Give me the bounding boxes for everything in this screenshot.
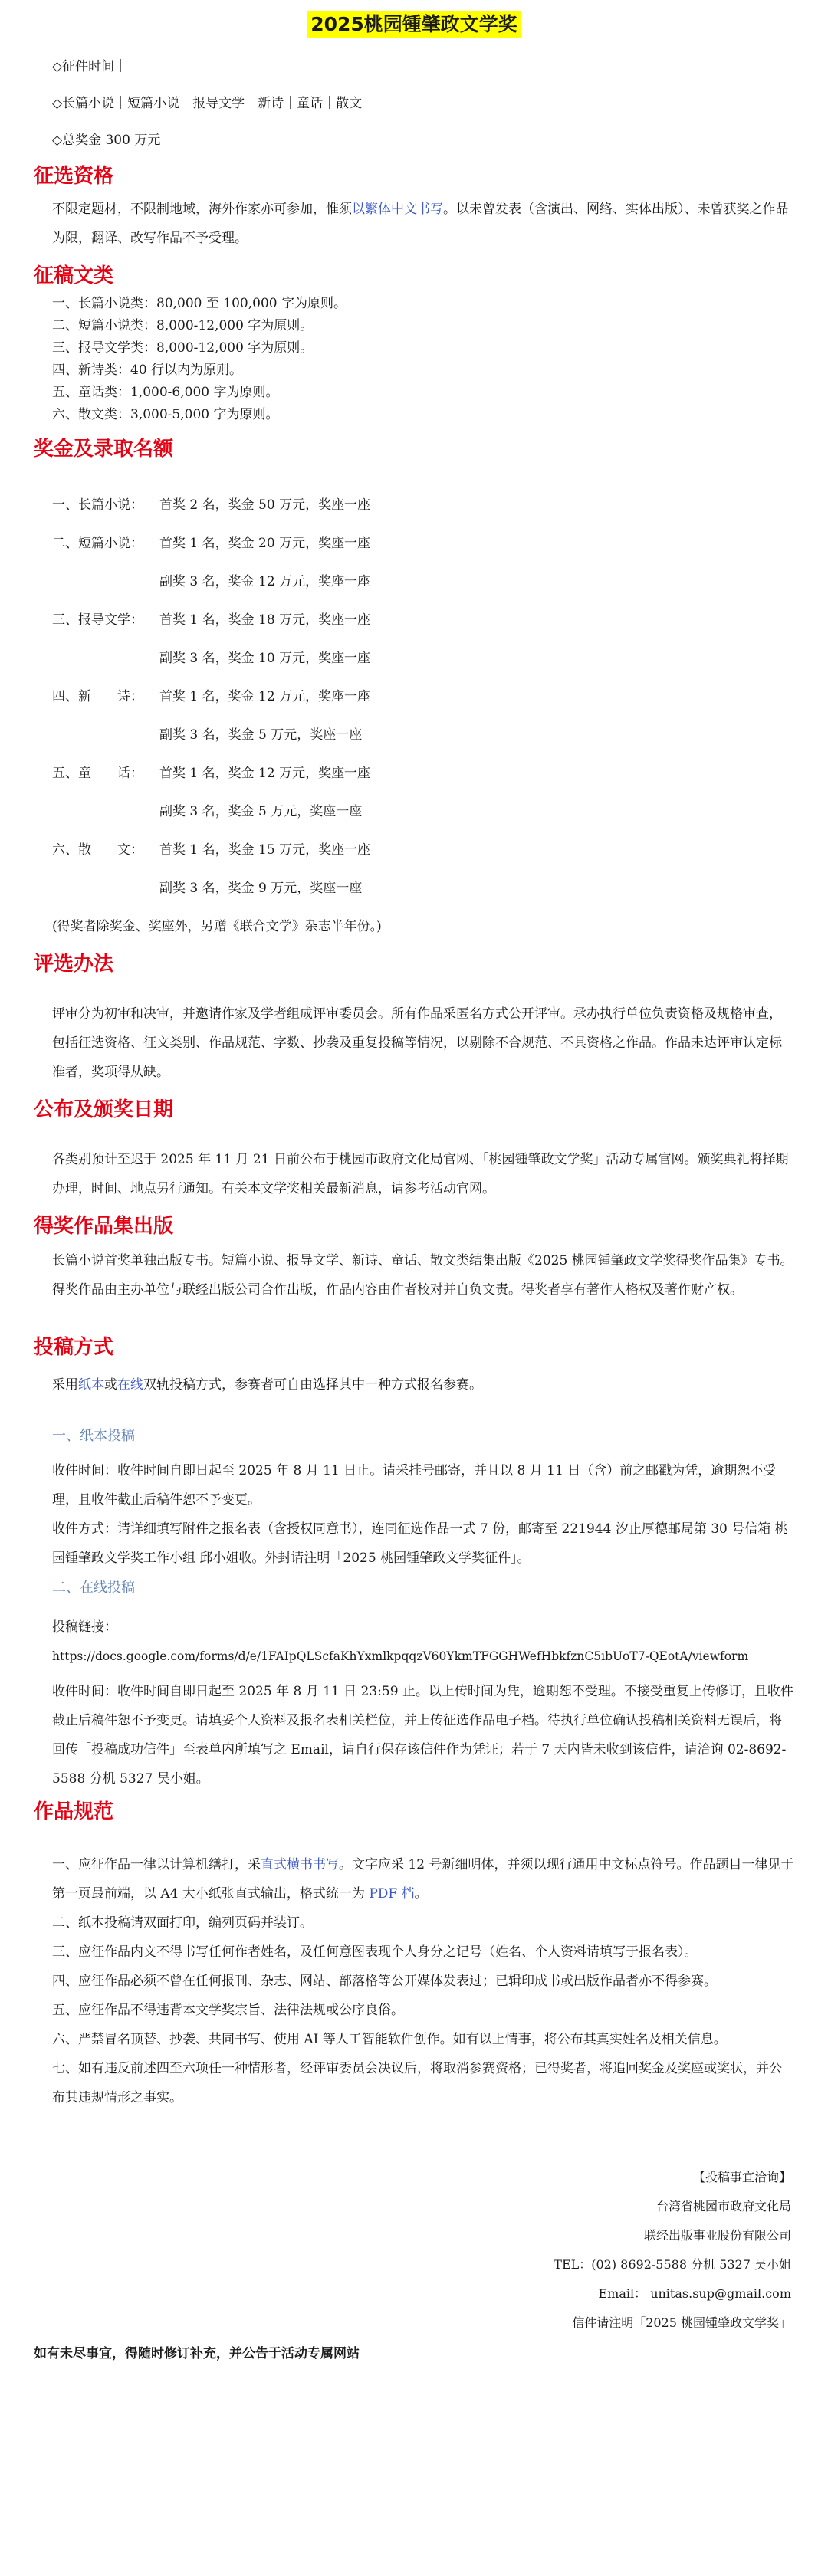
prize-label: 三、报导文学： xyxy=(52,612,143,628)
prize-label: 二、短篇小说： xyxy=(52,536,143,551)
list-item: 六、严禁冒名顶替、抄袭、共同书写、使用 AI 等人工智能软件创作。如有以上情事，将公布其真实姓名及相关信息。 xyxy=(52,2032,727,2047)
anthology-heading: 得奖作品集出版 xyxy=(34,1215,174,1238)
eligibility-traditional-chinese-link[interactable]: 以繁体中文书写 xyxy=(352,202,443,217)
submission-intro-1: 采用 xyxy=(52,1377,78,1393)
section-announce xyxy=(34,1094,794,1203)
prize-label: 四、新 诗： xyxy=(52,689,143,704)
submission-online-link[interactable]: 在线 xyxy=(117,1377,143,1393)
prize-group-fairy-tale xyxy=(52,754,794,792)
eligibility-heading: 征选资格 xyxy=(34,165,114,188)
prize-list xyxy=(34,486,794,946)
online-submission-heading: 二、在线投稿 xyxy=(52,1580,135,1596)
submission-intro-2: 或 xyxy=(104,1377,117,1393)
contact-org-1: 台湾省桃园市政府文化局 xyxy=(656,2199,791,2213)
list-item: 五、应征作品不得违背本文学奖宗旨、法律法规或公序良俗。 xyxy=(52,2003,404,2018)
paper-submission-method: 收件方式：请详细填写附件之报名表（含授权同意书），连同征选作品一式 7 份，邮寄至 221944 汐止厚德邮局第 30 号信箱 桃园锺肇政文学奖工作小组 邱小姐收。外封请注明「2025 桃园锺肇政文学奖征件」。 xyxy=(52,1521,788,1566)
prize-line: 副奖 3 名，奖金 12 万元，奖座一座 xyxy=(159,574,371,589)
judging-text: 评审分为初审和决审，并邀请作家及学者组成评审委员会。所有作品采匿名方式公开评审。承办执行单位负责资格及规格审查，包括征选资格、征文类别、作品规范、字数、抄袭及重复投稿等情况，以剔除不合规范、不具资格之作品。作品未达评审认定标准者，奖项得从缺。 xyxy=(52,1006,782,1080)
contact-email[interactable]: Email： unitas.sup@gmail.com xyxy=(598,2286,791,2301)
list-item: 三、应征作品内文不得书写任何作者姓名，及任何意图表现个人身分之记号（姓名、个人资料请填写于报名表）。 xyxy=(52,1944,698,1960)
submission-intro-3: 双轨投稿方式，参赛者可自由选择其中一种方式报名参赛。 xyxy=(143,1377,482,1393)
prize-note: (得奖者除奖金、奖座外，另赠《联合文学》杂志半年份。) xyxy=(52,919,382,934)
announce-heading: 公布及颁奖日期 xyxy=(34,1098,174,1121)
section-judging xyxy=(34,949,794,1087)
prize-line: 副奖 3 名，奖金 9 万元，奖座一座 xyxy=(159,881,363,896)
rules-pdf-link[interactable]: PDF 档 xyxy=(369,1886,415,1902)
list-item: 一、长篇小说类：80,000 至 100,000 字为原则。 xyxy=(52,296,347,311)
info-prize-total: ◇总奖金 300 万元 xyxy=(52,133,161,148)
anthology-text: 长篇小说首奖单独出版专书。短篇小说、报导文学、新诗、童话、散文类结集出版《2025 桃园锺肇政文学奖得奖作品集》专书。得奖作品由主办单位与联经出版公司合作出版，作品内容由作者校对并自负文责。得奖者享有著作人格权及著作财产权。 xyxy=(52,1253,794,1298)
list-item: 二、短篇小说类：8,000-12,000 字为原则。 xyxy=(52,318,314,333)
section-categories xyxy=(34,261,794,426)
section-rules xyxy=(34,1797,794,2112)
prize-line: 副奖 3 名，奖金 5 万元，奖座一座 xyxy=(159,727,363,743)
prize-group-novel xyxy=(52,486,794,524)
contact-title: 【投稿事宜洽询】 xyxy=(692,2170,791,2184)
prize-label: 六、散 文： xyxy=(52,842,143,858)
rules-item-1-end: 。 xyxy=(414,1886,428,1902)
submission-paper-link[interactable]: 纸本 xyxy=(78,1377,104,1393)
paper-submission-heading: 一、纸本投稿 xyxy=(52,1428,135,1444)
announce-text: 各类别预计至迟于 2025 年 11 月 21 日前公布于桃园市政府文化局官网、「桃园锺肇政文学奖」活动专属官网。颁奖典礼将择期办理，时间、地点另行通知。有关本文学奖相关最新消息，请参考活动官网。 xyxy=(52,1152,789,1196)
prize-line: 首奖 1 名，奖金 15 万元，奖座一座 xyxy=(159,842,371,858)
online-submission-time: 收件时间：收件时间自即日起至 2025 年 8 月 11 日 23:59 止。以上传时间为凭，逾期恕不受理。不接受重复上传修订，且收件截止后稿件恕不予变更。请填妥个人资料及报名表相关栏位，并上传征选作品电子档。待执行单位确认投稿相关资料无误后，将回传「投稿成功信件」至表单内所填写之 Email，请自行保存该信件作为凭证；若于 7 天内皆未收到该信件，请洽询 02-8692-5588 分机 5327 吴小姐。 xyxy=(52,1684,794,1787)
online-link-label: 投稿链接： xyxy=(52,1619,117,1635)
rules-vertical-format-link[interactable]: 直式横书书写 xyxy=(261,1857,339,1872)
closing-note: 如有未尽事宜，得随时修订补充，并公告于活动专属网站 xyxy=(34,2346,360,2361)
rules-heading: 作品规范 xyxy=(34,1800,114,1823)
list-item: 三、报导文学类：8,000-12,000 字为原则。 xyxy=(52,340,314,356)
prize-group-reportage xyxy=(52,601,794,639)
section-prizes xyxy=(34,434,794,946)
prize-line: 副奖 3 名，奖金 5 万元，奖座一座 xyxy=(159,804,363,819)
list-item: 四、新诗类：40 行以内为原则。 xyxy=(52,363,243,378)
prize-line: 副奖 3 名，奖金 10 万元，奖座一座 xyxy=(159,651,371,666)
info-block xyxy=(52,57,794,150)
prize-line: 首奖 1 名，奖金 12 万元，奖座一座 xyxy=(159,689,371,704)
list-item: 七、如有违反前述四至六项任一种情形者，经评审委员会决议后，将取消参赛资格；已得奖者，将追回奖金及奖座或奖状，并公布其违规情形之事实。 xyxy=(52,2061,782,2105)
prize-group-prose xyxy=(52,831,794,869)
prize-label: 一、长篇小说： xyxy=(52,497,143,513)
judging-heading: 评选办法 xyxy=(34,953,114,976)
page-title: 2025桃园锺肇政文学奖 xyxy=(307,11,521,38)
eligibility-text-after: 。以未曾发表（含演出、网络、实体出版）、未曾获奖之作品为限，翻译、改写作品不予受理。 xyxy=(52,202,789,246)
rules-item-1-before: 一、应征作品一律以计算机缮打，采 xyxy=(52,1857,261,1872)
contact-note: 信件请注明「2025 桃园锺肇政文学奖」 xyxy=(572,2315,791,2330)
prize-group-poetry xyxy=(52,678,794,716)
prize-line: 首奖 2 名，奖金 50 万元，奖座一座 xyxy=(159,497,371,513)
submission-intro xyxy=(34,1370,794,1400)
submission-heading: 投稿方式 xyxy=(34,1336,114,1359)
online-submission-url[interactable]: https://docs.google.com/forms/d/e/1FAIpQLScfaKhYxmlkpqqzV60YkmTFGGHWefHbkfznC5ibUoT7-QEotA/viewform xyxy=(52,1649,749,1663)
paper-submission-time: 收件时间：收件时间自即日起至 2025 年 8 月 11 日止。请采挂号邮寄，并且以 8 月 11 日（含）前之邮戳为凭，逾期恕不受理，且收件截止后稿件恕不予变更。 xyxy=(52,1463,777,1508)
eligibility-text xyxy=(34,195,794,253)
prize-line: 首奖 1 名，奖金 12 万元，奖座一座 xyxy=(159,766,371,781)
rules-item-1-mid: 。文字应采 12 号新细明体，并须以现行通用中文标点符号。作品题目一律见于第一页最前端，以 A4 大小纸张直式输出，格式统一为 xyxy=(52,1857,794,1902)
list-item: 六、散文类：3,000-5,000 字为原则。 xyxy=(52,407,279,422)
list-item: 五、童话类：1,000-6,000 字为原则。 xyxy=(52,385,279,400)
section-anthology xyxy=(34,1211,794,1304)
list-item: 四、应征作品必须不曾在任何报刊、杂志、网站、部落格等公开媒体发表过；已辑印成书或出版作品者亦不得参赛。 xyxy=(52,1974,717,1989)
categories-list xyxy=(34,293,794,426)
eligibility-text-before: 不限定题材，不限制地域，海外作家亦可参加，惟须 xyxy=(52,202,352,217)
info-categories: ◇长篇小说｜短篇小说｜报导文学｜新诗｜童话｜散文 xyxy=(52,96,363,111)
list-item: 二、纸本投稿请双面打印，编列页码并装订。 xyxy=(52,1915,313,1931)
rules-item-1 xyxy=(34,1850,794,1908)
prizes-heading: 奖金及录取名额 xyxy=(34,438,174,461)
section-eligibility xyxy=(34,161,794,253)
contact-tel: TEL：(02) 8692-5588 分机 5327 吴小姐 xyxy=(554,2257,791,2272)
prize-line: 首奖 1 名，奖金 20 万元，奖座一座 xyxy=(159,536,371,551)
prize-line: 首奖 1 名，奖金 18 万元，奖座一座 xyxy=(159,612,371,628)
contact-org-2: 联经出版事业股份有限公司 xyxy=(643,2228,791,2243)
contact-block xyxy=(34,2163,794,2338)
info-period: ◇征件时间｜ xyxy=(52,59,128,74)
prize-group-short-story xyxy=(52,524,794,563)
title-wrap xyxy=(34,0,794,48)
section-submission xyxy=(34,1332,794,1793)
prize-label: 五、童 话： xyxy=(52,766,143,781)
categories-heading: 征稿文类 xyxy=(34,264,114,287)
